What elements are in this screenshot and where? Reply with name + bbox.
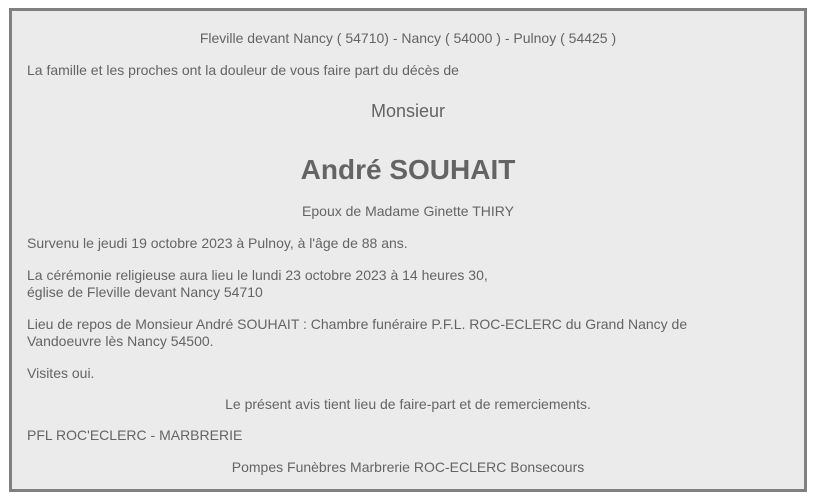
obituary-notice <box>9 8 807 492</box>
civility-title: Monsieur <box>370 101 446 121</box>
death-details: Survenu le jeudi 19 octobre 2023 à Pulnoy, à l'âge de 88 ans. <box>27 235 408 251</box>
visits-line: Visites oui. <box>27 365 95 381</box>
funeral-home-line: Pompes Funèbres Marbrerie ROC-ECLERC Bonsecours <box>231 459 585 475</box>
intro-text: La famille et les proches ont la douleur de vous faire part du décès de <box>27 62 459 78</box>
rest-place-line-1: Lieu de repos de Monsieur André SOUHAIT : Chambre funéraire P.F.L. ROC-ECLERC du Grand Nancy de <box>27 316 688 332</box>
rest-place-line-2: Vandoeuvre lès Nancy 54500. <box>27 333 214 349</box>
locations-line: Fleville devant Nancy ( 54710) - Nancy ( 54000 ) - Pulnoy ( 54425 ) <box>199 30 617 46</box>
signatory-line: PFL ROC'ECLERC - MARBRERIE <box>27 427 243 443</box>
ceremony-line-2: église de Fleville devant Nancy 54710 <box>27 284 263 300</box>
thanks-line: Le présent avis tient lieu de faire-part et de remerciements. <box>225 396 591 412</box>
deceased-name: André SOUHAIT <box>300 154 516 185</box>
ceremony-line-1: La cérémonie religieuse aura lieu le lundi 23 octobre 2023 à 14 heures 30, <box>27 267 488 283</box>
spouse-line: Epoux de Madame Ginette THIRY <box>302 203 514 219</box>
